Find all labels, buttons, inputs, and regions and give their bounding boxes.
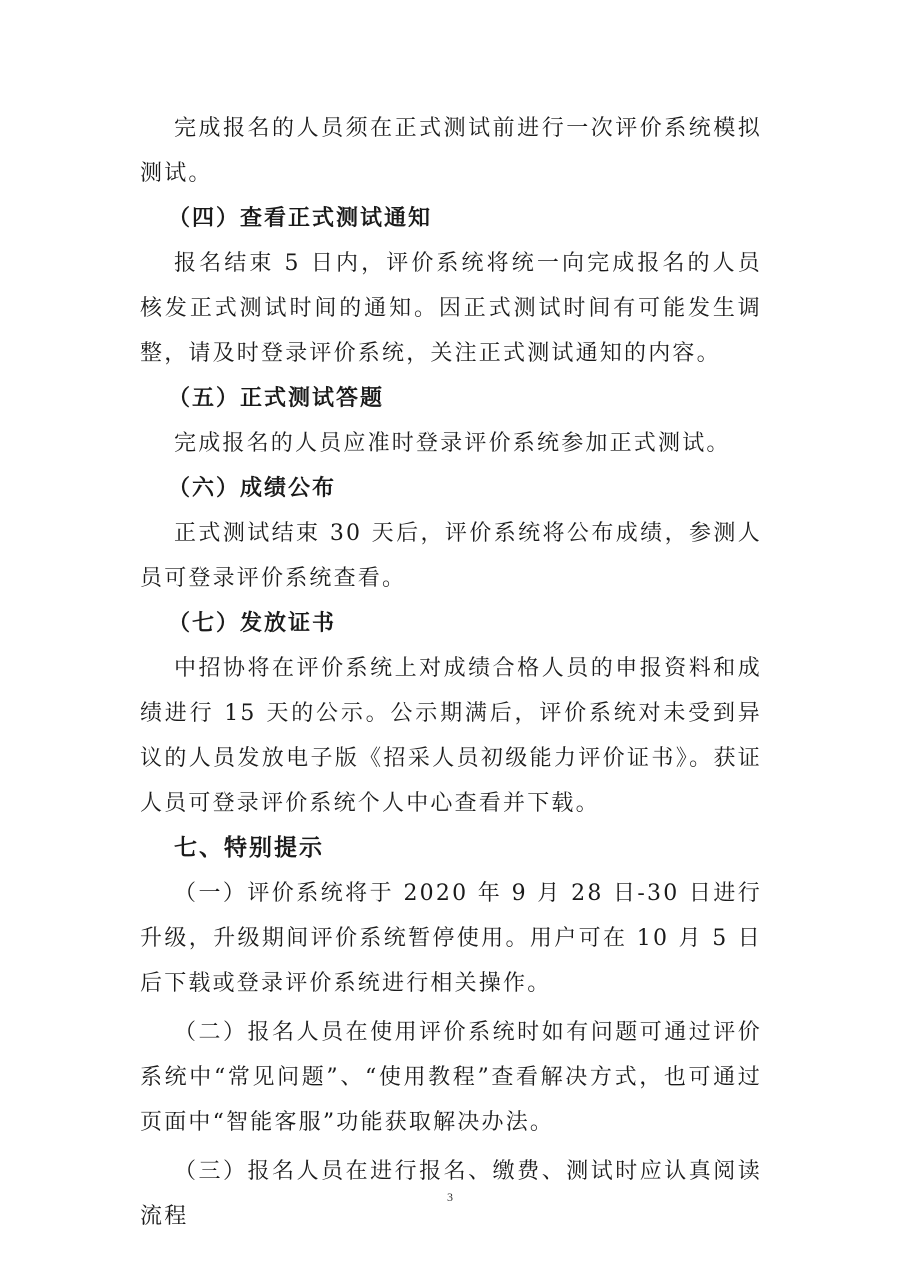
paragraph-note-1: （一）评价系统将于 2020 年 9 月 28 日-30 日进行升级，升级期间评价系统暂停使用。用户可在 10 月 5 日后下载或登录评价系统进行相关操作。 xyxy=(140,881,762,996)
heading-score-release: （六）成绩公布 xyxy=(168,476,337,501)
paragraph-simulation-test: 完成报名的人员须在正式测试前进行一次评价系统模拟测试。 xyxy=(140,116,762,186)
paragraph-score-release: 正式测试结束 30 天后，评价系统将公布成绩，参测人员可登录评价系统查看。 xyxy=(140,521,762,591)
page-number: 3 xyxy=(447,1190,453,1204)
document-body xyxy=(140,106,762,1239)
heading-special-notes: 七、特别提示 xyxy=(174,835,324,861)
paragraph-note-3: （三）报名人员在进行报名、缴费、测试时应认真阅读流程 xyxy=(140,1159,762,1229)
paragraph-note-2: （二）报名人员在使用评价系统时如有问题可通过评价系统中“常见问题”、“使用教程”查看解决方式，也可通过页面中“智能客服”功能获取解决办法。 xyxy=(140,1020,762,1135)
paragraph-test-notice: 报名结束 5 日内，评价系统将统一向完成报名的人员核发正式测试时间的通知。因正式测试时间有可能发生调整，请及时登录评价系统，关注正式测试通知的内容。 xyxy=(140,251,762,366)
paragraph-certificate: 中招协将在评价系统上对成绩合格人员的申报资料和成绩进行 15 天的公示。公示期满后，评价系统对未受到异议的人员发放电子版《招采人员初级能力评价证书》。获证人员可登录评价系统个人中心查看并下载。 xyxy=(140,656,762,816)
heading-view-test-notice: （四）查看正式测试通知 xyxy=(168,206,433,231)
paragraph-formal-test: 完成报名的人员应准时登录评价系统参加正式测试。 xyxy=(174,431,731,456)
heading-certificate: （七）发放证书 xyxy=(168,611,337,636)
heading-formal-test: （五）正式测试答题 xyxy=(168,386,385,411)
